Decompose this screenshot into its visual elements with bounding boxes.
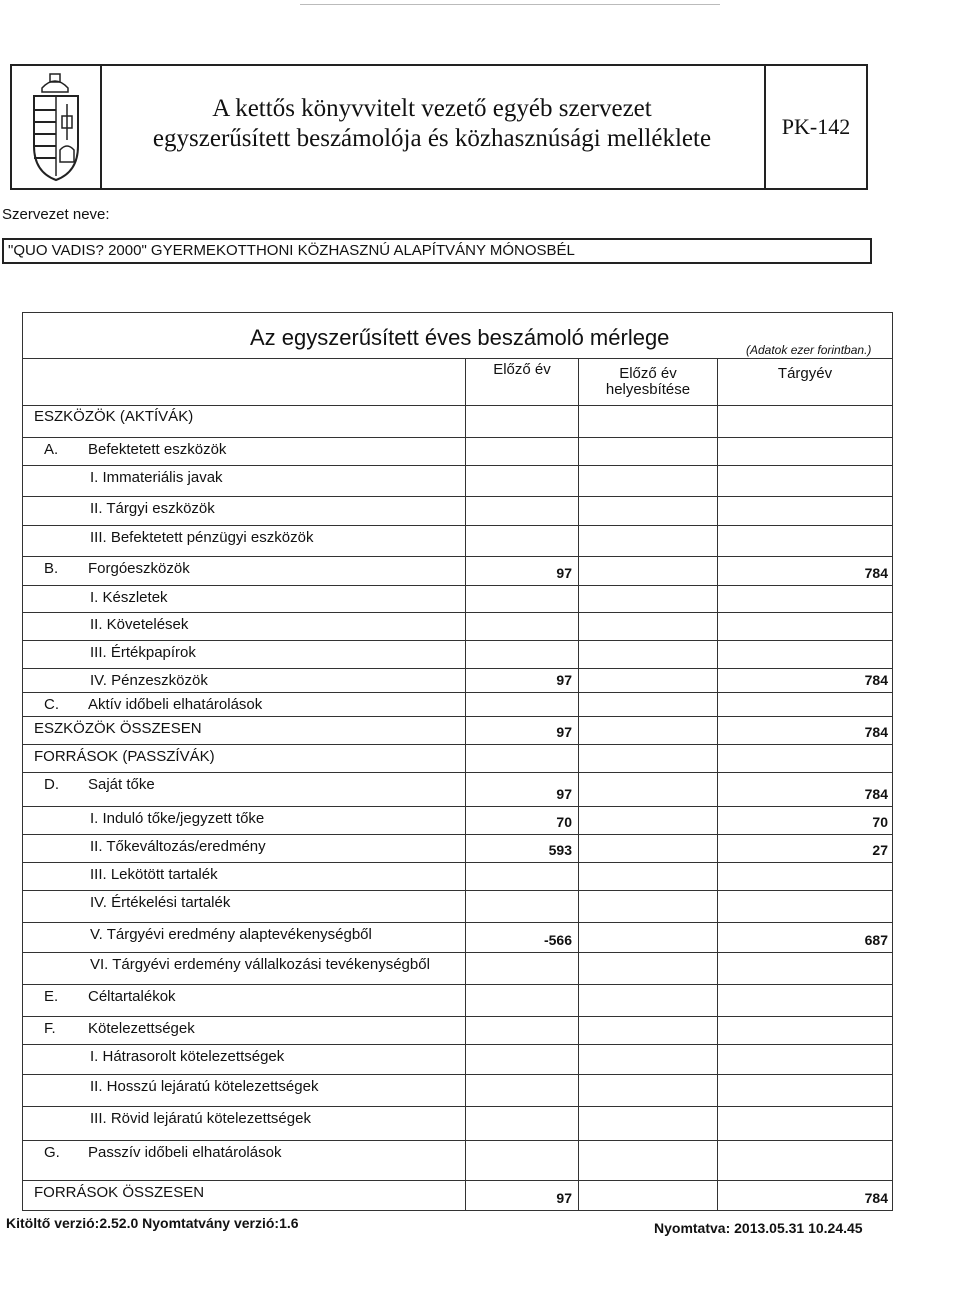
row-rule <box>22 744 893 745</box>
prev-year-value: 70 <box>556 814 572 830</box>
row-rule <box>22 1140 893 1141</box>
scan-artifact-line <box>300 4 720 5</box>
col-divider-2 <box>578 358 579 1210</box>
table-top-rule <box>22 312 893 313</box>
col-divider-3 <box>717 358 718 1210</box>
prev-year-value: 97 <box>556 786 572 802</box>
row-letter: E. <box>44 988 59 1005</box>
current-year-value: 70 <box>872 814 888 830</box>
col-divider-1 <box>465 358 466 1210</box>
row-label: III. Befektetett pénzügyi eszközök <box>90 529 314 546</box>
column-header-rule <box>22 405 893 406</box>
col-header-prev-adj <box>579 366 717 398</box>
row-label: FORRÁSOK (PASSZÍVÁK) <box>34 748 215 765</box>
footer-printed-date: Nyomtatva: 2013.05.31 10.24.45 <box>654 1220 863 1236</box>
current-year-value: 687 <box>864 932 888 948</box>
row-rule <box>22 556 893 557</box>
row-label: III. Lekötött tartalék <box>90 866 218 883</box>
unit-note: (Adatok ezer forintban.) <box>746 343 872 357</box>
row-label: II. Követelések <box>90 616 189 633</box>
row-rule <box>22 716 893 717</box>
row-rule <box>22 834 893 835</box>
row-label: Passzív időbeli elhatárolások <box>88 1144 282 1161</box>
form-header <box>10 64 868 190</box>
col-header-prev-adj-line1: Előző év <box>619 365 677 382</box>
coat-of-arms-icon <box>12 66 102 188</box>
current-year-value: 784 <box>864 786 888 802</box>
balance-sheet-title: Az egyszerűsített éves beszámoló mérlege <box>250 325 670 350</box>
table-left-rule <box>22 312 23 1210</box>
prev-year-value: 97 <box>556 565 572 581</box>
organization-name-field: "QUO VADIS? 2000" GYERMEKOTTHONI KÖZHASZNÚ ALAPÍTVÁNY MÓNOSBÉL <box>2 238 872 264</box>
header-rule <box>22 358 893 359</box>
row-label: I. Induló tőke/jegyzett tőke <box>90 810 265 827</box>
table-bottom-rule <box>22 1210 893 1211</box>
row-label: III. Rövid lejáratú kötelezettségek <box>90 1110 311 1127</box>
row-label: Saját tőke <box>88 776 155 793</box>
prev-year-value: 593 <box>548 842 572 858</box>
row-label: Forgóeszközök <box>88 560 190 577</box>
organization-label: Szervezet neve: <box>2 206 110 223</box>
row-label: VI. Tárgyévi erdemény vállalkozási tevékenységből <box>90 956 430 973</box>
title-line-1: A kettős könyvvitelt vezető egyéb szervezet <box>212 95 652 122</box>
row-label: II. Tőkeváltozás/eredmény <box>90 838 266 855</box>
row-label: II. Hosszú lejáratú kötelezettségek <box>90 1078 319 1095</box>
row-rule <box>22 922 893 923</box>
row-label: FORRÁSOK ÖSSZESEN <box>34 1184 205 1201</box>
form-title <box>100 66 766 188</box>
col-header-prev-adj-line2: helyesbítése <box>605 381 691 398</box>
prev-year-value: 97 <box>556 672 572 688</box>
row-letter: G. <box>44 1144 60 1161</box>
current-year-value: 27 <box>872 842 888 858</box>
row-rule <box>22 585 893 586</box>
row-label: I. Hátrasorolt kötelezettségek <box>90 1048 285 1065</box>
row-rule <box>22 1016 893 1017</box>
row-rule <box>22 1180 893 1181</box>
row-rule <box>22 496 893 497</box>
row-letter: B. <box>44 560 59 577</box>
current-year-value: 784 <box>864 724 888 740</box>
row-rule <box>22 640 893 641</box>
row-label: Aktív időbeli elhatárolások <box>88 696 263 713</box>
row-rule <box>22 806 893 807</box>
prev-year-value: -566 <box>543 932 572 948</box>
row-letter: F. <box>44 1020 56 1037</box>
row-label: I. Készletek <box>90 589 168 606</box>
prev-year-value: 97 <box>556 724 572 740</box>
row-rule <box>22 465 893 466</box>
col-header-current-year: Tárgyév <box>777 365 833 382</box>
row-label: ESZKÖZÖK (AKTÍVÁK) <box>34 408 194 425</box>
row-label: III. Értékpapírok <box>90 644 196 661</box>
footer-version: Kitöltő verzió:2.52.0 Nyomtatvány verzió:1.6 <box>6 1215 299 1231</box>
col-header-prev-year: Előző év <box>493 361 551 378</box>
row-rule <box>22 1074 893 1075</box>
row-rule <box>22 984 893 985</box>
row-letter: D. <box>44 776 59 793</box>
row-rule <box>22 612 893 613</box>
row-label: Céltartalékok <box>88 988 176 1005</box>
current-year-value: 784 <box>864 565 888 581</box>
row-label: II. Tárgyi eszközök <box>90 500 215 517</box>
row-letter: C. <box>44 696 59 713</box>
row-rule <box>22 890 893 891</box>
row-label: Befektetett eszközök <box>88 441 227 458</box>
title-line-2: egyszerűsített beszámolója és közhasznúsági melléklete <box>152 125 712 152</box>
row-label: V. Tárgyévi eredmény alaptevékenységből <box>90 926 372 943</box>
row-label: ESZKÖZÖK ÖSSZESEN <box>34 720 202 737</box>
row-label: I. Immateriális javak <box>90 469 223 486</box>
form-code: PK-142 <box>781 114 851 139</box>
row-rule <box>22 437 893 438</box>
row-rule <box>22 525 893 526</box>
current-year-value: 784 <box>864 1190 888 1206</box>
row-label: Kötelezettségek <box>88 1020 195 1037</box>
row-rule <box>22 772 893 773</box>
prev-year-value: 97 <box>556 1190 572 1206</box>
current-year-value: 784 <box>864 672 888 688</box>
row-rule <box>22 668 893 669</box>
table-right-rule <box>892 312 893 1210</box>
row-rule <box>22 1044 893 1045</box>
coat-of-arms-svg <box>12 66 100 188</box>
row-label: IV. Értékelési tartalék <box>90 894 231 911</box>
row-rule <box>22 1106 893 1107</box>
row-label: IV. Pénzeszközök <box>90 672 208 689</box>
row-rule <box>22 862 893 863</box>
row-rule <box>22 692 893 693</box>
row-letter: A. <box>44 441 59 458</box>
row-rule <box>22 952 893 953</box>
